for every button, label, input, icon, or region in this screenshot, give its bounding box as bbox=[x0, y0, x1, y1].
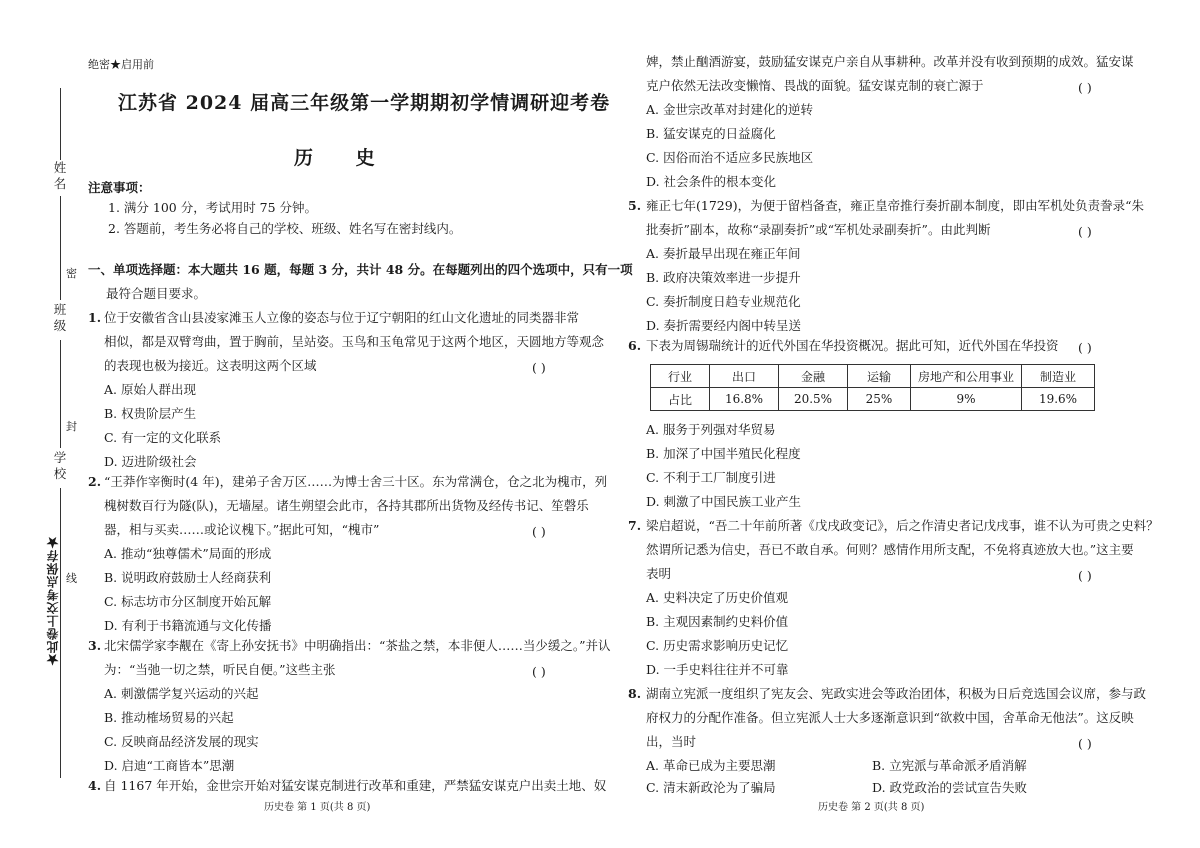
question-number: 6. bbox=[628, 338, 642, 353]
option-a: A. 推动“独尊儒术”局面的形成 bbox=[104, 546, 272, 561]
seal-char: 封 bbox=[66, 420, 77, 433]
question-number: 3. bbox=[88, 638, 102, 653]
school-label: 学校 bbox=[53, 450, 67, 481]
option-a: A. 史料决定了历史价值观 bbox=[646, 590, 788, 605]
question-number: 7. bbox=[628, 518, 642, 533]
option-a: A. 服务于列强对华贸易 bbox=[646, 422, 776, 437]
option-b: B. 立宪派与革命派矛盾消解 bbox=[872, 758, 1027, 773]
question-stem: 梁启超说，“吾二十年前所著《戊戌政变记》，后之作清史者记戊戌事，谁不认为可贵之史料？ bbox=[646, 518, 1159, 533]
question-number: 5. bbox=[628, 198, 642, 213]
table-header-cell: 行业 bbox=[651, 365, 710, 388]
page-footer: 历史卷 第 2 页(共 8 页) bbox=[818, 802, 925, 813]
option-c: C. 奏折制度日趋专业规范化 bbox=[646, 294, 801, 309]
binding-line bbox=[60, 88, 61, 160]
option-c: C. 反映商品经济发展的现实 bbox=[104, 734, 259, 749]
answer-blank: ( ) bbox=[1078, 568, 1092, 583]
answer-blank: ( ) bbox=[532, 360, 546, 375]
question-number: 1. bbox=[88, 310, 102, 325]
answer-blank: ( ) bbox=[1078, 340, 1092, 355]
option-a: A. 革命已成为主要思潮 bbox=[646, 758, 776, 773]
question-stem: 器，相与买卖……或论议槐下。”据此可知，“槐市” bbox=[104, 522, 380, 537]
question-stem: 相似，都是双臂弯曲，置于胸前，呈站姿。玉鸟和玉龟常见于这两个地区，天圆地方等观念 bbox=[104, 334, 605, 349]
question-stem: 批奏折”副本，故称“录副奏折”或“军机处录副奏折”。由此判断 bbox=[646, 222, 991, 237]
table-header-cell: 制造业 bbox=[1022, 365, 1095, 388]
table-header-cell: 出口 bbox=[710, 365, 779, 388]
option-c: C. 因俗而治不适应多民族地区 bbox=[646, 150, 814, 165]
option-d: D. 刺激了中国民族工业产生 bbox=[646, 494, 802, 509]
question-stem: 出，当时 bbox=[646, 734, 697, 749]
question-stem: 自 1167 年开始，金世宗开始对猛安谋克制进行改革和重建，严禁猛安谋克户出卖土地、奴 bbox=[104, 778, 607, 793]
option-c: C. 有一定的文化联系 bbox=[104, 430, 222, 445]
seal-char: 线 bbox=[66, 572, 77, 585]
question-stem: 为：“当弛一切之禁，听民自便。”这些主张 bbox=[104, 662, 336, 677]
question-number: 8. bbox=[628, 686, 642, 701]
option-a: A. 原始人群出现 bbox=[104, 382, 196, 397]
table-cell: 20.5% bbox=[779, 388, 848, 411]
section-line: 一、单项选择题：本大题共 16 题，每题 3 分，共计 48 分。在每题列出的四个选项中，只有一项 bbox=[88, 262, 633, 277]
option-c: C. 清末新政沦为了骗局 bbox=[646, 780, 776, 795]
answer-blank: ( ) bbox=[1078, 80, 1092, 95]
question-stem: 槐树数百行为隧(队)，无墙屋。诸生朔望会此市，各持其郡所出货物及经传书记、笙磬乐 bbox=[104, 498, 589, 513]
question-stem: 婢，禁止酗酒游宴，鼓励猛安谋克户亲自从事耕种。改革并没有收到预期的成效。猛安谋 bbox=[646, 54, 1134, 69]
table-header-cell: 房地产和公用事业 bbox=[911, 365, 1022, 388]
answer-blank: ( ) bbox=[532, 524, 546, 539]
question-stem: 雍正七年(1729)，为便于留档备查，雍正皇帝推行奏折副本制度，即由军机处负责誊录“朱 bbox=[646, 198, 1144, 213]
table-cell: 9% bbox=[911, 388, 1022, 411]
option-c: C. 标志坊市分区制度开始瓦解 bbox=[104, 594, 272, 609]
exam-title: 江苏省 2024 届高三年级第一学期期初学情调研迎考卷 bbox=[118, 92, 611, 114]
question-stem: 位于安徽省含山县凌家滩玉人立像的姿态与位于辽宁朝阳的红山文化遗址的同类器非常 bbox=[104, 310, 580, 325]
option-d: D. 一手史料往往并不可靠 bbox=[646, 662, 789, 677]
answer-blank: ( ) bbox=[1078, 224, 1092, 239]
investment-table bbox=[650, 364, 1095, 411]
option-b: B. 加深了中国半殖民化程度 bbox=[646, 446, 801, 461]
page-footer: 历史卷 第 1 页(共 8 页) bbox=[264, 802, 371, 813]
table-row bbox=[651, 388, 1095, 411]
table-cell: 16.8% bbox=[710, 388, 779, 411]
option-b: B. 推动榷场贸易的兴起 bbox=[104, 710, 234, 725]
table-header-row bbox=[651, 365, 1095, 388]
subject-title: 历 史 bbox=[294, 147, 393, 169]
option-b: B. 猛安谋克的日益腐化 bbox=[646, 126, 776, 141]
option-d: D. 政党政治的尝试宣告失败 bbox=[872, 780, 1028, 795]
table-header-cell: 运输 bbox=[848, 365, 911, 388]
question-number: 2. bbox=[88, 474, 102, 489]
question-stem: 的表现也极为接近。这表明这两个区域 bbox=[104, 358, 317, 373]
notice-item: 1. 满分 100 分，考试用时 75 分钟。 bbox=[108, 200, 318, 215]
answer-blank: ( ) bbox=[1078, 736, 1092, 751]
confidential-mark: 绝密★启用前 bbox=[88, 58, 154, 71]
class-label: 班级 bbox=[53, 302, 67, 333]
question-stem: 下表为周锡瑞统计的近代外国在华投资概况。据此可知，近代外国在华投资 bbox=[646, 338, 1059, 353]
name-label: 姓名 bbox=[53, 160, 67, 191]
option-a: A. 刺激儒学复兴运动的兴起 bbox=[104, 686, 259, 701]
option-d: D. 启迪“工商皆本”思潮 bbox=[104, 758, 235, 773]
option-a: A. 奏折最早出现在雍正年间 bbox=[646, 246, 801, 261]
option-b: B. 说明政府鼓励士人经商获利 bbox=[104, 570, 272, 585]
question-stem: 表明 bbox=[646, 566, 672, 581]
option-d: D. 有利于书籍流通与文化传播 bbox=[104, 618, 272, 633]
notice-heading: 注意事项： bbox=[88, 180, 151, 195]
notice-item: 2. 答题前，考生务必将自己的学校、班级、姓名写在密封线内。 bbox=[108, 221, 462, 236]
option-d: D. 奏折需要经内阁中转呈送 bbox=[646, 318, 802, 333]
table-cell: 25% bbox=[848, 388, 911, 411]
option-d: D. 社会条件的根本变化 bbox=[646, 174, 777, 189]
section-instructions bbox=[88, 258, 633, 282]
question-number: 4. bbox=[88, 778, 102, 793]
option-a: A. 金世宗改革对封建化的逆转 bbox=[646, 102, 813, 117]
question-stem: “王莽作宰衡时(4 年)，建弟子舍万区……为博士舍三十区。东为常满仓，仓之北为槐市，列 bbox=[104, 474, 608, 489]
binding-line bbox=[60, 196, 61, 300]
answer-blank: ( ) bbox=[532, 664, 546, 679]
question-stem: 湖南立宪派一度组织了宪友会、宪政实进会等政治团体，积极为日后竞选国会议席，参与政 bbox=[646, 686, 1147, 701]
option-c: C. 不利于工厂制度引进 bbox=[646, 470, 776, 485]
table-cell: 19.6% bbox=[1022, 388, 1095, 411]
seal-char: 密 bbox=[66, 267, 77, 280]
question-stem: 府权力的分配作准备。但立宪派人士大多逐渐意识到“欲救中国，舍革命无他法”。这反映 bbox=[646, 710, 1134, 725]
option-b: B. 主观因素制约史料价值 bbox=[646, 614, 789, 629]
question-stem: 然谓所记悉为信史，吾已不敢自承。何则？感情作用所支配，不免将真迹放大也。”这主要 bbox=[646, 542, 1134, 557]
option-b: B. 权贵阶层产生 bbox=[104, 406, 197, 421]
option-c: C. 历史需求影响历史记忆 bbox=[646, 638, 789, 653]
option-d: D. 迈进阶级社会 bbox=[104, 454, 197, 469]
table-cell: 占比 bbox=[651, 388, 710, 411]
section-line: 最符合题目要求。 bbox=[106, 286, 207, 301]
question-stem: 北宋儒学家李觏在《寄上孙安抚书》中明确指出：“茶盐之禁，本非便人……当少缓之。”并认 bbox=[104, 638, 611, 653]
table-header-cell: 金融 bbox=[779, 365, 848, 388]
keep-notice: ★此卷上交考点保存★ bbox=[46, 536, 60, 666]
binding-line bbox=[60, 340, 61, 448]
question-stem: 克户依然无法改变懒惰、畏战的面貌。猛安谋克制的衰亡源于 bbox=[646, 78, 984, 93]
option-b: B. 政府决策效率进一步提升 bbox=[646, 270, 801, 285]
